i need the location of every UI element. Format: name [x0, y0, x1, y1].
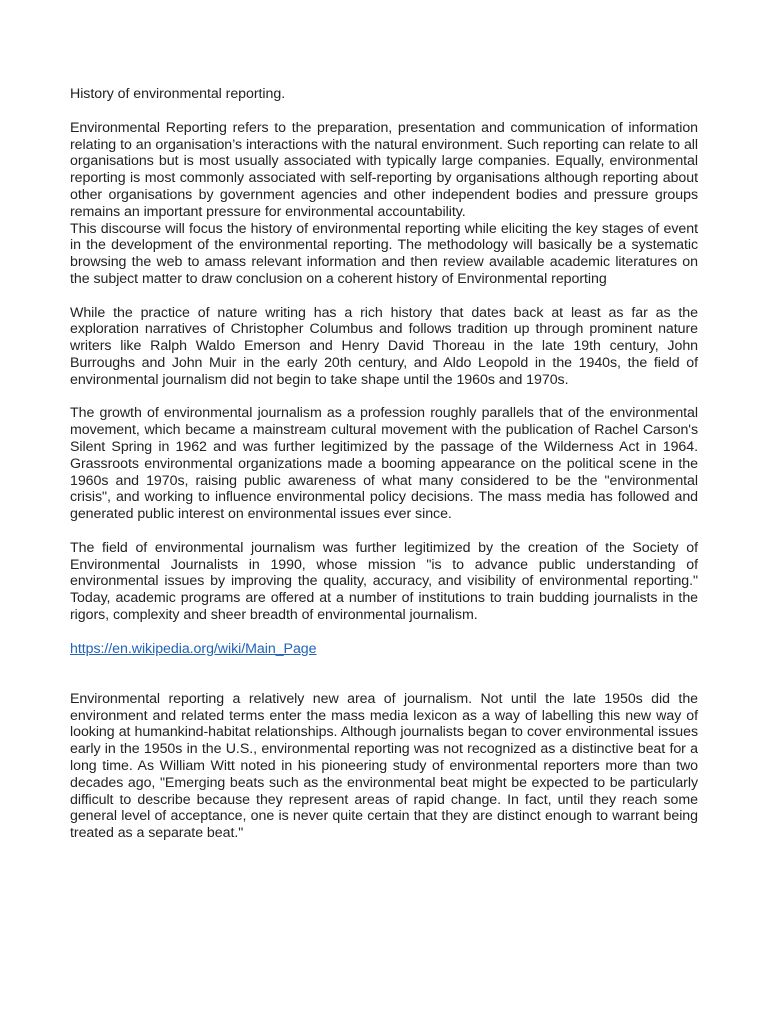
document-page [70, 86, 698, 842]
spacer [70, 657, 698, 691]
spacer [70, 288, 698, 305]
paragraph-definition: Environmental Reporting refers to the preparation, presentation and communication of information relating to an organisation’s interactions with the natural environment. Such reporting can relate to all organisations but is most usually associated with typically large companies. Equally, environmental reporting is most commonly associated with self-reporting by organisations although reporting about other organisations by government agencies and other independent bodies and pressure groups remains an important pressure for environmental accountability. [70, 119, 698, 220]
spacer [70, 624, 698, 641]
paragraph-new-area-of-journalism: Environmental reporting a relatively new area of journalism. Not until the late 1950s did the environment and related terms enter the mass media lexicon as a way of labelling this new way of looking at humankind-habitat relationships. Although journalists began to cover environmental issues early in the 1950s in the U.S., environmental reporting was not recognized as a distinctive beat for a long time. As William Witt noted in his pioneering study of environmental reporters more than two decades ago, "Emerging beats such as the environmental beat might be expected to be particularly difficult to describe because they represent areas of rapid change. In fact, until they reach some general level of acceptance, one is never quite certain that they are distinct enough to warrant being treated as a separate beat." [70, 690, 698, 842]
paragraph-sej-founding: The field of environmental journalism was further legitimized by the creation of the Society of Environmental Journalists in 1990, whose mission "is to advance public understanding of environmental issues by improving the quality, accuracy, and visibility of environmental reporting." Today, academic programs are offered at a number of institutions to train budding journalists in the rigors, complexity and sheer breadth of environmental journalism. [70, 539, 698, 623]
spacer [70, 523, 698, 540]
paragraph-growth-of-journalism: The growth of environmental journalism as a profession roughly parallels that of the environmental movement, which became a mainstream cultural movement with the publication of Rachel Carson's Silent Spring in 1962 and was further legitimized by the passage of the Wilderness Act in 1964. Grassroots environmental organizations made a booming appearance on the political scene in the 1960s and 1970s, raising public awareness of what many considered to be the "environmental crisis", and working to influence environmental policy decisions. The mass media has followed and generated public interest on environmental issues ever since. [70, 405, 698, 523]
link-paragraph [70, 641, 698, 658]
paragraph-nature-writing: While the practice of nature writing has a rich history that dates back at least as far as the exploration narratives of Christopher Columbus and follows tradition up through prominent nature writers like Ralph Waldo Emerson and Henry David Thoreau in the late 19th century, John Burroughs and John Muir in the early 20th century, and Aldo Leopold in the 1940s, the field of environmental journalism did not begin to take shape until the 1960s and 1970s. [70, 304, 698, 388]
wikipedia-link[interactable]: https://en.wikipedia.org/wiki/Main_Page [70, 640, 317, 657]
spacer [70, 389, 698, 406]
document-title: History of environmental reporting. [70, 86, 286, 102]
paragraph-discourse-scope: This discourse will focus the history of environmental reporting while eliciting the key stages of event in the development of the environmental reporting. The methodology will basically be a systematic browsing the web to amass relevant information and then review available academic literatures on the subject matter to draw conclusion on a coherent history of Environmental reporting [70, 220, 698, 287]
